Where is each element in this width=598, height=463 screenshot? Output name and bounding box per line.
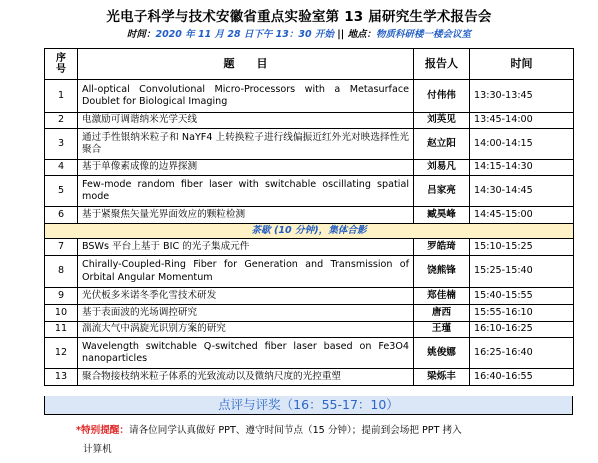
row-topic: 电激励可调谐纳米光学天线 xyxy=(78,113,414,129)
row-no: 9 xyxy=(45,288,78,305)
row-time: 15:40-15:55 xyxy=(470,288,574,305)
table-row xyxy=(45,322,574,338)
row-no: 13 xyxy=(45,369,78,386)
row-speaker: 饶熊锋 xyxy=(414,256,470,288)
row-time: 16:25-16:40 xyxy=(470,338,574,369)
row-speaker: 臧昊峰 xyxy=(414,207,470,224)
table-row xyxy=(45,288,574,305)
row-time: 14:00-14:15 xyxy=(470,129,574,160)
row-no: 7 xyxy=(45,239,78,256)
place-value: 物质科研楼一楼会议室 xyxy=(376,29,472,40)
table-row xyxy=(45,239,574,256)
row-time: 16:40-16:55 xyxy=(470,369,574,386)
page-title: 光电子科学与技术安徽省重点实验室第 13 届研究生学术报告会 xyxy=(106,9,492,25)
info-separator: || xyxy=(337,29,345,40)
row-topic: Few-mode random fiber laser with switchable oscillating spatial mode xyxy=(78,176,414,207)
row-no: 4 xyxy=(45,160,78,176)
row-time: 13:45-14:00 xyxy=(470,113,574,129)
row-topic: 基于紧聚焦矢量光界面效应的颗粒检测 xyxy=(78,207,414,224)
row-no: 5 xyxy=(45,176,78,207)
row-speaker: 唐西 xyxy=(414,305,470,322)
row-time: 14:45-15:00 xyxy=(470,207,574,224)
row-no: 8 xyxy=(45,256,78,288)
row-speaker: 刘英见 xyxy=(414,113,470,129)
row-topic: 基于单像素成像的边界探测 xyxy=(78,160,414,176)
row-no: 3 xyxy=(45,129,78,160)
break-text: 茶歇 (10 分钟)，集体合影 xyxy=(45,224,574,239)
time-label: 时间 xyxy=(126,29,146,40)
review-band xyxy=(44,396,573,415)
row-time: 15:55-16:10 xyxy=(470,305,574,322)
row-no: 10 xyxy=(45,305,78,322)
row-no: 11 xyxy=(45,322,78,338)
row-topic: 通过手性银纳米粒子和 NaYF4 上转换粒子进行线偏振近红外光对映选择性光聚合 xyxy=(78,129,414,160)
row-time: 13:30-13:45 xyxy=(470,80,574,113)
header-no: 序号 xyxy=(45,49,78,80)
row-no: 2 xyxy=(45,113,78,129)
notice-label: *特别提醒： xyxy=(76,425,129,436)
row-topic: All-optical Convolutional Micro-Processors with a Metasurface Doublet for Biological Imaging xyxy=(78,80,414,113)
notice-continuation: 计算机 xyxy=(83,444,112,455)
table-row xyxy=(45,305,574,322)
row-speaker: 罗皓琦 xyxy=(414,239,470,256)
row-speaker: 刘易凡 xyxy=(414,160,470,176)
event-info: 时间：2020 年 11 月 28 日下午 13：30 开始 || 地点：物质科研楼一楼会议室 xyxy=(126,29,472,40)
place-label: 地点 xyxy=(347,29,367,40)
row-speaker: 梁烁丰 xyxy=(414,369,470,386)
row-topic: Wavelength switchable Q-switched fiber laser based on Fe3O4 nanoparticles xyxy=(78,338,414,369)
header-time: 时间 xyxy=(470,49,574,80)
table-row xyxy=(45,369,574,386)
review-text: 点评与评奖（16：55-17：10） xyxy=(218,397,399,412)
table-row xyxy=(45,207,574,224)
row-topic: BSWs 平台上基于 BIC 的光子集成元件 xyxy=(78,239,414,256)
row-topic: 基于表面波的光场调控研究 xyxy=(78,305,414,322)
row-topic: 湍流大气中涡旋光识别方案的研究 xyxy=(78,322,414,338)
notice xyxy=(76,421,576,441)
row-speaker: 吕家亮 xyxy=(414,176,470,207)
header-speaker: 报告人 xyxy=(414,49,470,80)
row-time: 15:25-15:40 xyxy=(470,256,574,288)
row-no: 6 xyxy=(45,207,78,224)
table-row xyxy=(45,256,574,288)
row-topic: 光伏板多米诺冬季化雪技术研发 xyxy=(78,288,414,305)
time-value: 2020 年 11 月 28 日下午 13：30 开始 xyxy=(155,29,334,40)
table-row xyxy=(45,176,574,207)
table-row xyxy=(45,80,574,113)
row-time: 14:30-14:45 xyxy=(470,176,574,207)
table-header-row xyxy=(45,49,574,80)
row-speaker: 郑佳楠 xyxy=(414,288,470,305)
row-time: 15:10-15:25 xyxy=(470,239,574,256)
row-no: 12 xyxy=(45,338,78,369)
break-row xyxy=(45,224,574,239)
row-topic: Chirally-Coupled-Ring Fiber for Generation and Transmission of Orbital Angular Momentum xyxy=(78,256,414,288)
schedule-table xyxy=(44,48,574,386)
table-row xyxy=(45,129,574,160)
row-speaker: 姚俊娜 xyxy=(414,338,470,369)
row-speaker: 赵立阳 xyxy=(414,129,470,160)
table-row xyxy=(45,160,574,176)
row-no: 1 xyxy=(45,80,78,113)
row-time: 16:10-16:25 xyxy=(470,322,574,338)
row-time: 14:15-14:30 xyxy=(470,160,574,176)
row-speaker: 付伟伟 xyxy=(414,80,470,113)
table-row xyxy=(45,113,574,129)
table-row xyxy=(45,338,574,369)
row-speaker: 王瑾 xyxy=(414,322,470,338)
notice-text: 请各位同学认真做好 PPT、遵守时间节点（15 分钟）；提前到会场把 PPT 拷入 xyxy=(129,425,462,436)
row-topic: 聚合物接枝纳米粒子体系的光致流动以及微纳尺度的光控重塑 xyxy=(78,369,414,386)
header-topic: 题 目 xyxy=(78,49,414,80)
